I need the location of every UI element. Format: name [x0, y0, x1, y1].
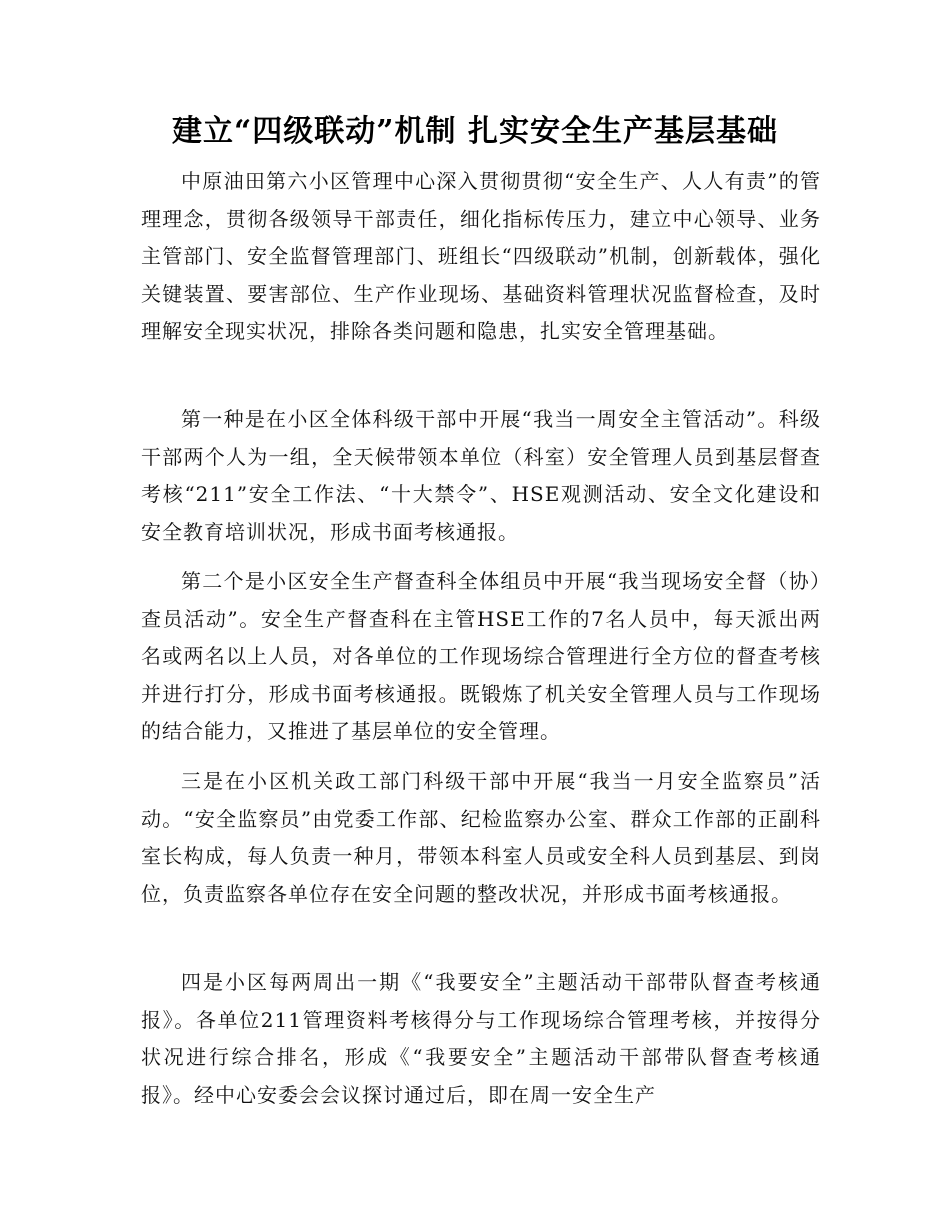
- paragraph-intro: 中原油田第六小区管理中心深入贯彻贯彻“安全生产、人人有责”的管理理念，贯彻各级领导干部责任，细化指标传压力，建立中心领导、业务主管部门、安全监督管理部门、班组长“四级联动”机制，创新载体，强化关键装置、要害部位、生产作业现场、基础资料管理状况监督检查，及时理解安全现实状况，排除各类问题和隐患，扎实安全管理基础。: [141, 169, 821, 343]
- paragraph-fourth-measure: 四是小区每两周出一期《“我要安全”主题活动干部带队督查考核通报》。各单位211管理资料考核得分与工作现场综合管理考核，并按得分状况进行综合排名，形成《“我要安全”主题活动干部带队督查考核通报》。经中心安委会会议探讨通过后，即在周一安全生产: [141, 970, 821, 1107]
- paragraph-second-measure: 第二个是小区安全生产督查科全体组员中开展“我当现场安全督（协）查员活动”。安全生产督查科在主管HSE工作的7名人员中，每天派出两名或两名以上人员，对各单位的工作现场综合管理进行全方位的督查考核并进行打分，形成书面考核通报。既锻炼了机关安全管理人员与工作现场的结合能力，又推进了基层单位的安全管理。: [141, 569, 821, 743]
- paragraph-third-measure: 三是在小区机关政工部门科级干部中开展“我当一月安全监察员”活动。“安全监察员”由党委工作部、纪检监察办公室、群众工作部的正副科室长构成，每人负责一种月，带领本科室人员或安全科人员到基层、到岗位，负责监察各单位存在安全问题的整改状况，并形成书面考核通报。: [141, 769, 821, 906]
- document-title: 建立“四级联动”机制 扎实安全生产基层基础: [172, 114, 778, 149]
- paragraph-first-measure: 第一种是在小区全体科级干部中开展“我当一周安全主管活动”。科级干部两个人为一组，全天候带领本单位（科室）安全管理人员到基层督查考核“211”安全工作法、“十大禁令”、HSE观测活动、安全文化建设和安全教育培训状况，形成书面考核通报。: [141, 407, 821, 544]
